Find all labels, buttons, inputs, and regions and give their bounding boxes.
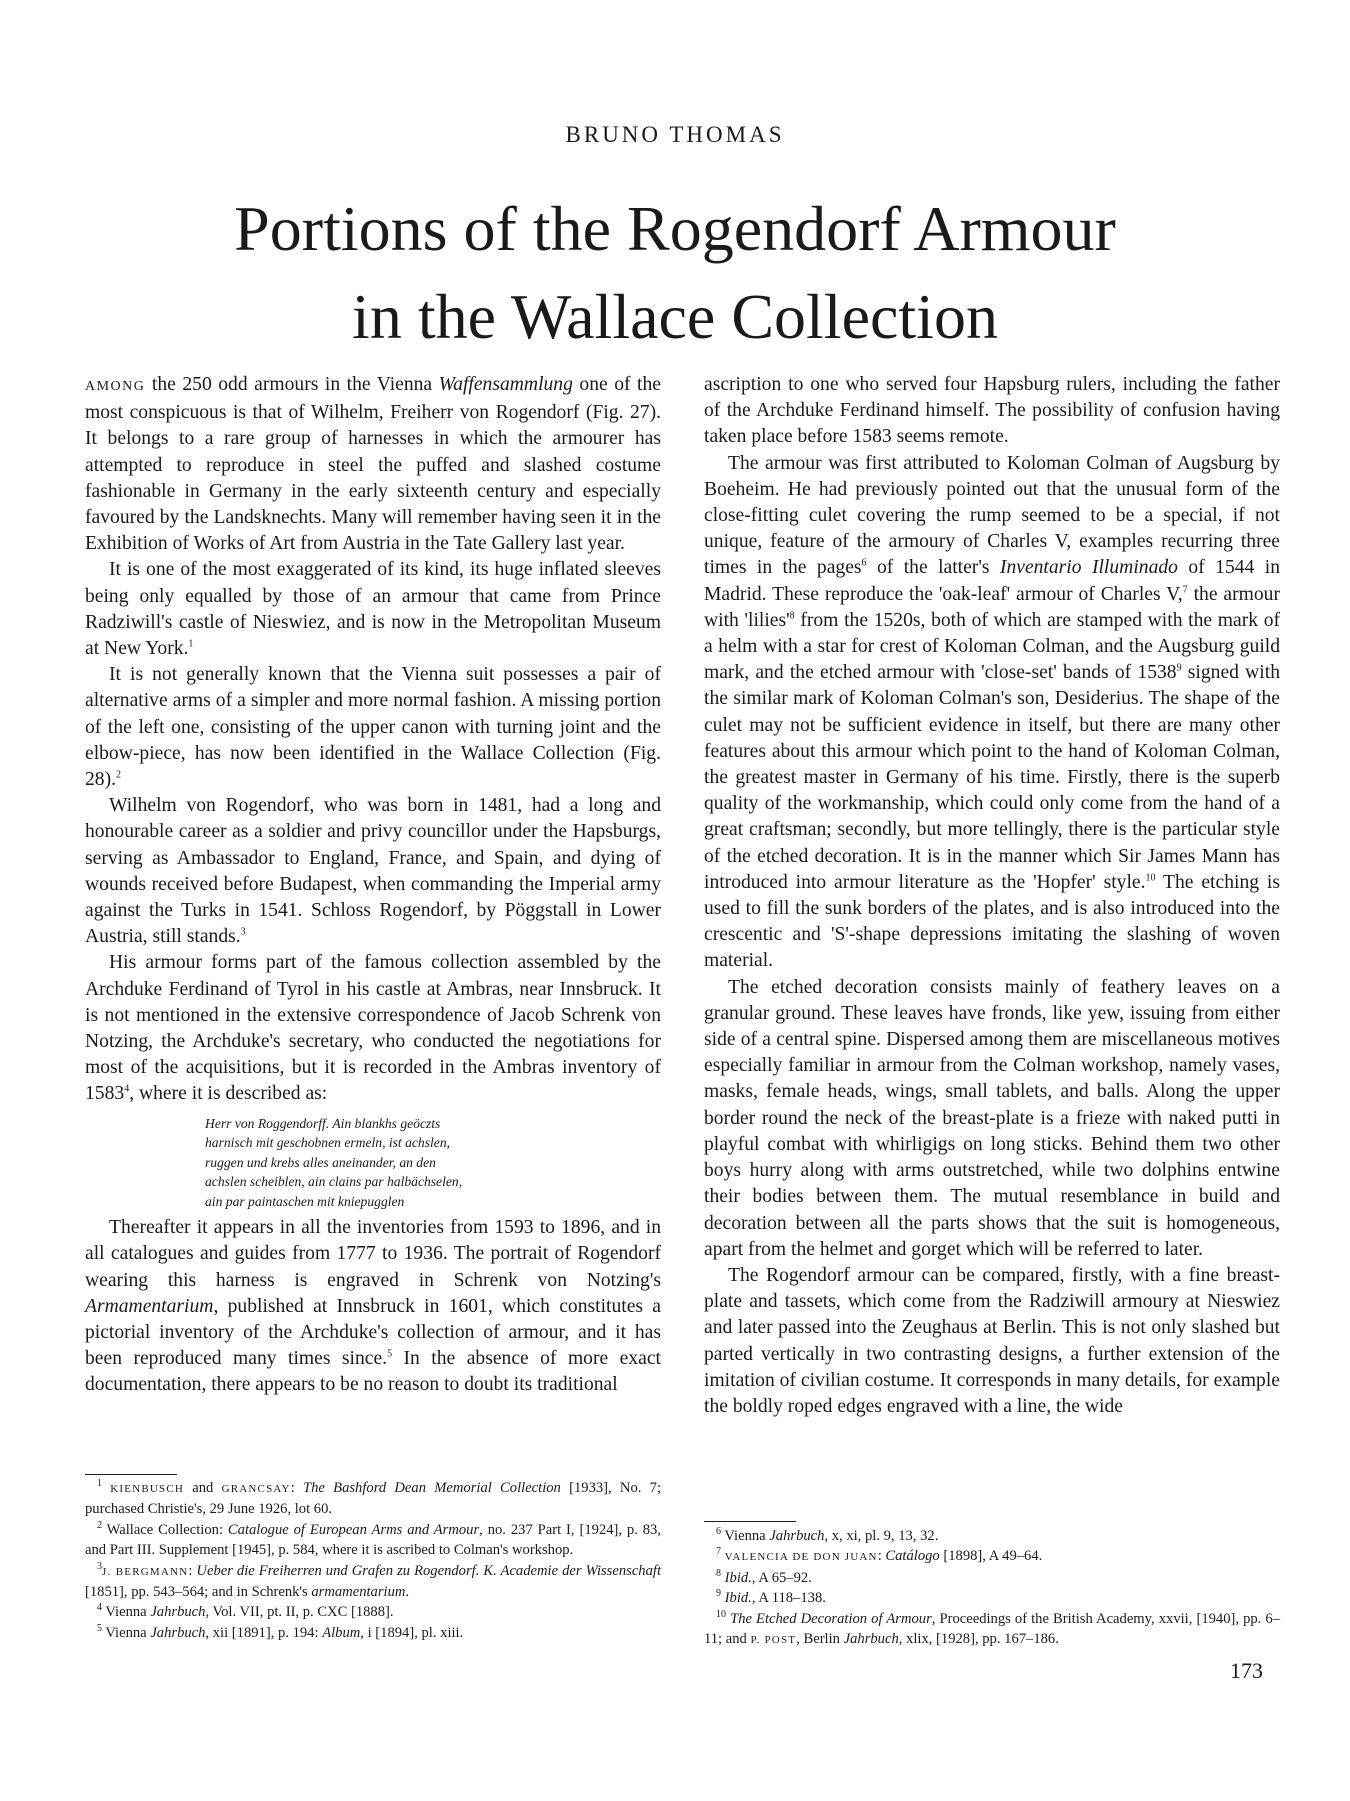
footnote-rule xyxy=(85,1474,177,1475)
inventory-quote xyxy=(205,1114,661,1212)
footnote-ref[interactable]: 5 xyxy=(387,1348,393,1360)
right-column xyxy=(704,372,1280,1420)
quote-line: Herr von Roggendorff. Ain blankhs geöczts xyxy=(205,1115,441,1131)
footnote-ref[interactable]: 10 xyxy=(1145,872,1156,884)
footnote-ref[interactable]: 3 xyxy=(240,926,246,938)
footnote-ref[interactable]: 4 xyxy=(124,1083,130,1095)
paragraph: The armour was first attributed to Koloman Colman of Augsburg by Boeheim. He had previously pointed out that the unusual form of the close-fitting culet covering the rump seemed to be a special, if not unique, feature of the armoury of Charles V, examples recurring three times in the pages$^6$ of the latter's Inventario Illuminado of 1544 in Madrid. These reproduce the 'oak-leaf' armour of Charles V,$^7$ the armour with '$lilies'^8$ from the 1520s, both of which are stamped with the mark of a helm with a star for crest of Koloman Colman, and the Augsburg guild mark, and the etched armour with 'close-set' bands of 1538$^9$ signed with the similar mark of Koloman Colman's son, Desiderius. The shape of the culet may not be sufficient evidence in itself, but there are many other features about this armour which point to the hand of Koloman Colman, the greatest master in Germany of his time. Firstly, there is the superb quality of the workmanship, which could only come from the hand of a great craftsman; secondly, but more tellingly, there is the particular style of the etched decoration. It is in the manner which Sir James Mann has introduced into armour literature as the 'Hopfer' style.$^{10}$ The etching is used to fill the sunk borders of the plates, and is also introduced into the crescentic and 'S'-shape depressions imitating the slashing of woven material. xyxy=(704,452,1281,972)
paragraph: ascription to one who served four Hapsburg rulers, including the father of the Archduke Ferdinand himself. The possibility of confusion having taken place before 1583 seems remote. xyxy=(704,374,1280,448)
footnote: $^1$ KIENBUSCH and GRANCSAY: The Bashford Dean Memorial Collection [1933], No. 7; purchased Christie's, 29 June 1926, lot 60. xyxy=(85,1478,662,1518)
footnote: $^4$ Vienna Jahrbuch, Vol. VII, pt. II, p. CXC [1888]. xyxy=(97,1602,394,1621)
footnote-ref[interactable]: 1 xyxy=(188,638,194,650)
quote-line: achslen scheiblen, ain clains par halbächselen, xyxy=(205,1174,463,1190)
left-column xyxy=(85,372,661,1399)
quote-line: harnisch mit geschobnen ermeln, ist achslen, xyxy=(205,1135,451,1151)
title-line-1: Portions of the Rogendorf Armour xyxy=(234,193,1116,264)
footnotes-left xyxy=(85,1478,661,1643)
footnote: $^9$ Ibid., A 118–138. xyxy=(716,1588,826,1607)
page-number: 173 xyxy=(1230,1658,1263,1683)
paragraph: The etched decoration consists mainly of feathery leaves on a granular ground. These leaves have fronds, like yew, issuing from either side of a central spine. Dispersed among them are miscellaneous motives especially familiar in armour from the Colman workshop, namely vases, masks, female heads, wings, small tablets, and balls. Along the upper border round the neck of the breast-plate is a frieze with naked putti in playful combat with whirligigs on long sticks. Behind them two other boys hurry along with arms outstretched, while two dolphins entwine their bodies between them. The mutual resemblance in build and decoration between all the parts shows that the suit is homogeneous, apart from the helmet and gorget which will be referred to later. xyxy=(704,976,1280,1260)
footnote: $^{10}$ The Etched Decoration of Armour, Proceedings of the British Academy, xxvii, [1940], pp. 6–11; and P. POST, Berlin Jahrbuch, xlix, [1928], pp. 167–186. xyxy=(704,1608,1280,1648)
paragraph: It is not generally known that the Vienna suit possesses a pair of alternative arms of a simpler and more normal fashion. A missing portion of the left one, consisting of the upper canon with turning joint and the elbow-piece, has now been identified in the Wallace Collection (Fig. 28).$^2$ xyxy=(85,664,661,791)
footnotes-right xyxy=(704,1526,1280,1650)
paragraph: AMONG the 250 odd armours in the Vienna Waffensammlung one of the most conspicuous is that of Wilhelm, Freiherr von Rogendorf (Fig. 27). It belongs to a rare group of harnesses in which the armourer has attempted to reproduce in steel the puffed and slashed costume fashionable in Germany in the early sixteenth century and especially favoured by the Landsknechts. Many will remember having seen it in the Exhibition of Works of Art from Austria in the Tate Gallery last year. xyxy=(85,374,661,555)
footnote-ref[interactable]: 7 xyxy=(1182,584,1188,596)
footnote: $^7$ VALENCIA DE DON JUAN: Catálogo [1898], A 49–64. xyxy=(716,1546,1043,1565)
footnote: $^2$ Wallace Collection: Catalogue of European Arms and Armour, no. 237 Part I, [1924], p. 83, and Part III. Supplement [1945], p. 584, where it is ascribed to Colman's workshop. xyxy=(85,1519,661,1559)
footnote-ref[interactable]: 6 xyxy=(861,557,867,569)
footnote: $^6$ Vienna Jahrbuch, x, xi, pl. 9, 13, 32. xyxy=(716,1526,939,1544)
paragraph: Thereafter it appears in all the inventories from 1593 to 1896, and in all catalogues and guides from 1777 to 1936. The portrait of Rogendorf wearing this harness is engraved in Schrenk von Notzing's Armamentarium, published at Innsbruck in 1601, which constitutes a pictorial inventory of the Archduke's collection of armour, and it has been reproduced many times since.$^5$ In the absence of more exact documentation, there appears to be no reason to doubt its traditional xyxy=(85,1217,661,1396)
lead-word: AMONG xyxy=(85,379,146,394)
footnote-ref[interactable]: 9 xyxy=(1176,662,1182,674)
article-title xyxy=(0,185,1350,361)
paragraph: Wilhelm von Rogendorf, who was born in 1481, had a long and honourable career as a soldier and privy councillor under the Hapsburgs, serving as Ambassador to England, France, and Spain, and dying of wounds received before Budapest, when commanding the Imperial army against the Turks in 1541. Schloss Rogendorf, by Pöggstall in Lower Austria, still stands.$^3$ xyxy=(85,795,661,948)
footnote-rule xyxy=(704,1521,796,1522)
footnote: $^8$ Ibid., A 65–92. xyxy=(716,1567,812,1586)
title-line-2: in the Wallace Collection xyxy=(352,281,998,352)
paragraph: His armour forms part of the famous collection assembled by the Archduke Ferdinand of Tyrol in his castle at Ambras, near Innsbruck. It is not mentioned in the extensive correspondence of Jacob Schrenk von Notzing, the Archduke's secretary, who conducted the negotiations for most of the acquisitions, but it is recorded in the Ambras inventory of 1583$^4$, where it is described as: xyxy=(85,952,661,1105)
footnote: $^3$J. BERGMANN: Ueber die Freiherren und Grafen zu Rogendorf. K. Academie der Wissenschaft [1851], pp. 543–564; and in Schrenk's armamentarium. xyxy=(85,1560,661,1601)
footnote-ref[interactable]: 8 xyxy=(789,610,795,622)
paragraph: It is one of the most exaggerated of its kind, its huge inflated sleeves being only equalled by those of an armour that came from Prince Radziwill's castle of Nieswiez, and is now in the Metropolitan Museum at New York.$^1$ xyxy=(85,559,661,660)
footnote-ref[interactable]: 2 xyxy=(116,769,122,781)
footnote: $^5$ Vienna Jahrbuch, xii [1891], p. 194: Album, i [1894], pl. xiii. xyxy=(97,1622,464,1641)
quote-line: ruggen und krebs alles aneinander, an den xyxy=(205,1154,436,1170)
quote-line: ain par paintaschen mit kniepugglen xyxy=(205,1193,405,1209)
author-name: BRUNO THOMAS xyxy=(565,122,785,147)
paragraph: The Rogendorf armour can be compared, firstly, with a fine breast-plate and tassets, which come from the Radziwill armoury at Nieswiez and later passed into the Zeughaus at Berlin. This is not only slashed but parted vertically in two contrasting designs, a further extension of the imitation of civilian costume. It corresponds in many details, for example the boldly roped edges engraved with a line, the wide xyxy=(704,1264,1280,1417)
